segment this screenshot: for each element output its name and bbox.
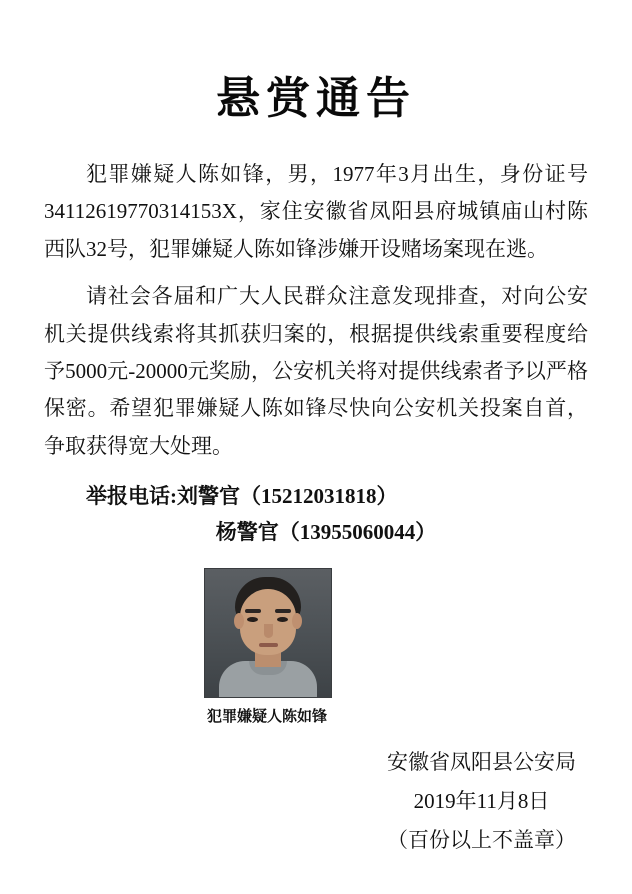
portrait-ear-right-shape	[292, 613, 302, 629]
portrait-mouth-shape	[259, 643, 278, 647]
paragraph-reward-appeal: 请社会各届和广大人民群众注意发现排查，对向公安机关提供线索将其抓获归案的，根据提供线索重要程度给予5000元-20000元奖励，公安机关将对提供线索者予以严格保密。希望犯罪嫌疑人陈如锋尽快向公安机关投案自首，争取获得宽大处理。	[44, 284, 588, 458]
contact-line-yang: 杨警官（13955060044）	[215, 519, 437, 544]
portrait-brow-left-shape	[245, 609, 261, 613]
issuing-authority: 安徽省凤阳县公安局	[387, 750, 576, 775]
issue-date: 2019年11月8日	[413, 789, 550, 814]
photo-area	[44, 568, 588, 738]
page-title: 悬赏通告	[216, 74, 416, 123]
photo-caption: 犯罪嫌疑人陈如锋	[206, 709, 327, 726]
paragraph-suspect-info: 犯罪嫌疑人陈如锋，男，1977年3月出生，身份证号34112619770314153X，家住安徽省凤阳县府城镇庙山村陈西队32号，犯罪嫌疑人陈如锋涉嫌开设赌场案现在逃。	[44, 162, 588, 261]
signature-block	[387, 743, 576, 860]
portrait-nose-shape	[264, 624, 273, 638]
portrait-brow-right-shape	[275, 609, 291, 613]
stamp-note: （百份以上不盖章）	[387, 828, 576, 853]
suspect-photo-wrapper	[204, 568, 330, 726]
contact-line-liu: 举报电话:刘警官（15212031818）	[86, 484, 398, 508]
suspect-photo	[204, 568, 332, 698]
contact-block	[44, 479, 588, 550]
